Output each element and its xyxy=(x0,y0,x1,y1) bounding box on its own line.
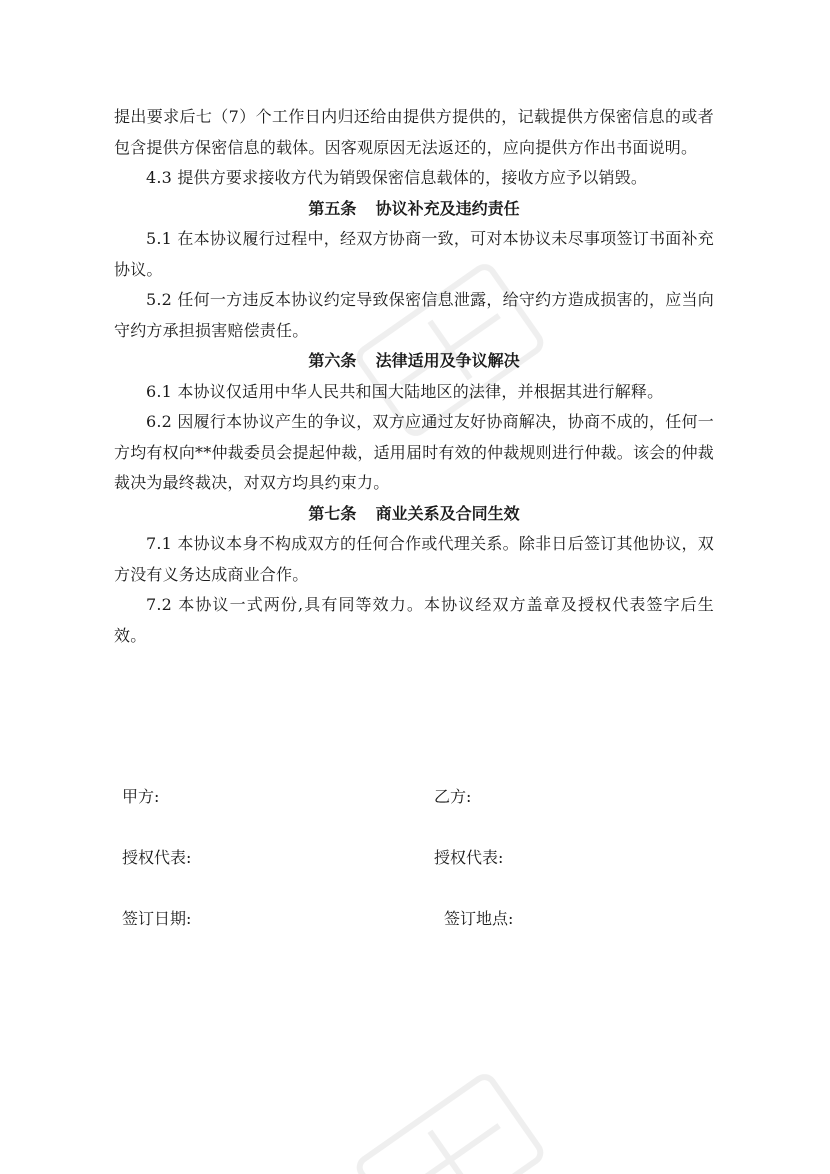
party-a-label: 甲方: xyxy=(122,787,160,806)
article-7-heading xyxy=(114,499,714,530)
representative-a-label: 授权代表: xyxy=(122,848,192,867)
clause-5-1: 5.1 在本协议履行过程中，经双方协商一致，可对本协议未尽事项签订书面补充协议。 xyxy=(114,229,714,279)
article-5-heading xyxy=(114,194,714,225)
article-6-title: 法律适用及争议解决 xyxy=(375,351,520,370)
paragraph-4-3: 4.3 提供方要求接收方代为销毁保密信息载体的，接收方应予以销毁。 xyxy=(146,168,648,187)
clause-6-1: 6.1 本协议仅适用中华人民共和国大陆地区的法律，并根据其进行解释。 xyxy=(146,381,664,401)
party-b-label: 乙方: xyxy=(434,787,472,806)
article-6-heading xyxy=(114,346,714,377)
party-row xyxy=(122,784,642,808)
representative-row xyxy=(122,845,642,869)
representative-b-label: 授权代表: xyxy=(434,848,504,867)
clause-6-2: 6.2 因履行本协议产生的争议，双方应通过友好协商解决，协商不成的，任何一方均有权向**仲裁委员会提起仲裁，适用届时有效的仲裁规则进行仲裁。该会的仲裁裁决为最终裁决，对双方均具约束力。 xyxy=(114,412,714,492)
article-6-number: 第六条 xyxy=(308,351,357,370)
clause-7-2: 7.2 本协议一式两份,具有同等效力。本协议经双方盖章及授权代表签字后生效。 xyxy=(114,595,714,645)
document-body xyxy=(114,102,714,651)
date-place-row xyxy=(122,906,642,930)
article-7-number: 第七条 xyxy=(308,503,357,523)
clause-7-1: 7.1 本协议本身不构成双方的任何合作或代理关系。除非日后签订其他协议，双方没有义务达成商业合作。 xyxy=(114,534,714,584)
watermark-stamp-icon xyxy=(330,1060,570,1174)
signing-place-label: 签订地点: xyxy=(444,909,514,928)
article-5-title: 协议补充及违约责任 xyxy=(375,198,520,218)
article-7-title: 商业关系及合同生效 xyxy=(375,503,520,523)
paragraph-carrier-return: 提出要求后七（7）个工作日内归还给由提供方提供的，记载提供方保密信息的或者包含提供方保密信息的载体。因客观原因无法返还的，应向提供方作出书面说明。 xyxy=(114,107,714,157)
signing-date-label: 签订日期: xyxy=(122,909,192,928)
article-5-number: 第五条 xyxy=(308,198,357,218)
clause-5-2: 5.2 任何一方违反本协议约定导致保密信息泄露，给守约方造成损害的，应当向守约方承担损害赔偿责任。 xyxy=(114,290,714,340)
